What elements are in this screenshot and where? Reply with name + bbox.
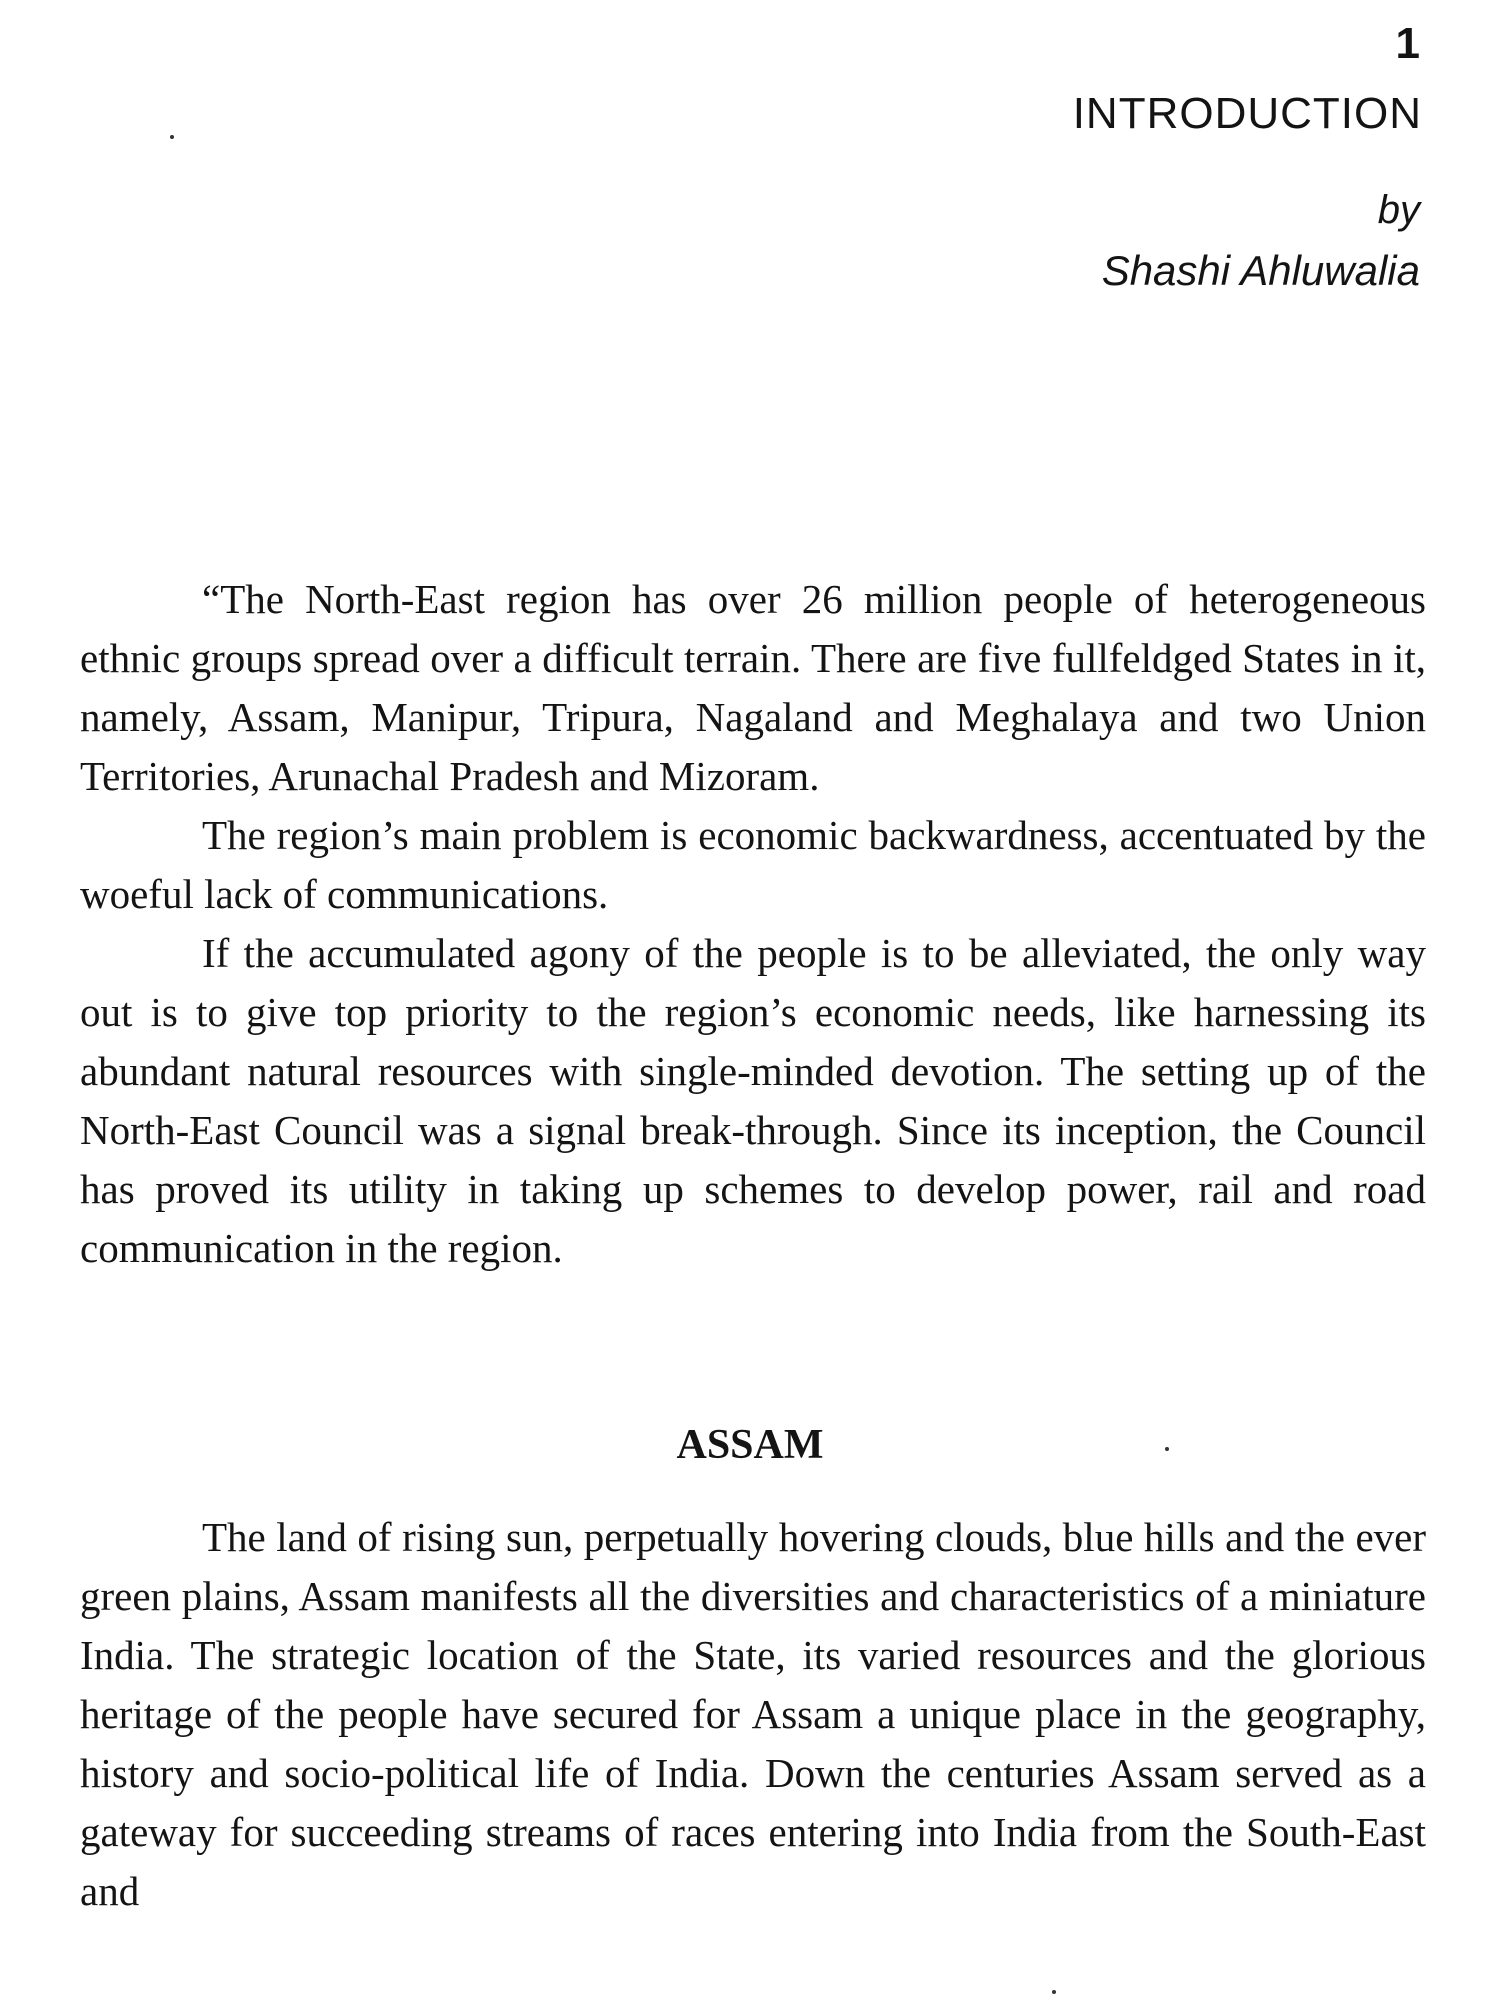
author-name: Shashi Ahluwalia [1101, 247, 1420, 294]
chapter-number: 1 [1395, 19, 1420, 68]
scan-speck [1052, 1990, 1056, 1994]
paragraph: If the accumulated agony of the people is to be alleviated, the only way out is to give top priority to the region’s economic needs, like harnessing its abundant natural resources with single-minded devotion. The setting up of the North-East Council was a signal break-through. Since its inception, the Council has proved its utility in taking up schemes to develop power, rail and road communication in the region. [80, 930, 1426, 1271]
paragraph: The region’s main problem is economic backwardness, accentuated by the woeful lack of communications. [80, 812, 1426, 917]
paragraph: The land of rising sun, perpetually hovering clouds, blue hills and the ever green plains, Assam manifests all the diversities and characteristics of a miniature India. The strategic location of the State, its varied resources and the glorious heritage of the people have secured for Assam a unique place in the geography, history and socio-political life of India. Down the centuries Assam served as a gateway for succeeding streams of races entering into India from the South-East and [80, 1514, 1426, 1914]
assam-section [80, 1508, 1426, 1921]
byline: by [1377, 188, 1420, 232]
paragraph: “The North-East region has over 26 million people of heterogeneous ethnic groups spread over a difficult terrain. There are five fullfeldged States in it, namely, Assam, Manipur, Tripura, Nagaland and Meghalaya and two Union Territories, Arunachal Pradesh and Mizoram. [80, 576, 1426, 799]
section-heading-assam: ASSAM [676, 1422, 824, 1468]
intro-section [80, 570, 1426, 1278]
scan-speck [170, 135, 174, 139]
chapter-title: INTRODUCTION [1072, 89, 1422, 138]
